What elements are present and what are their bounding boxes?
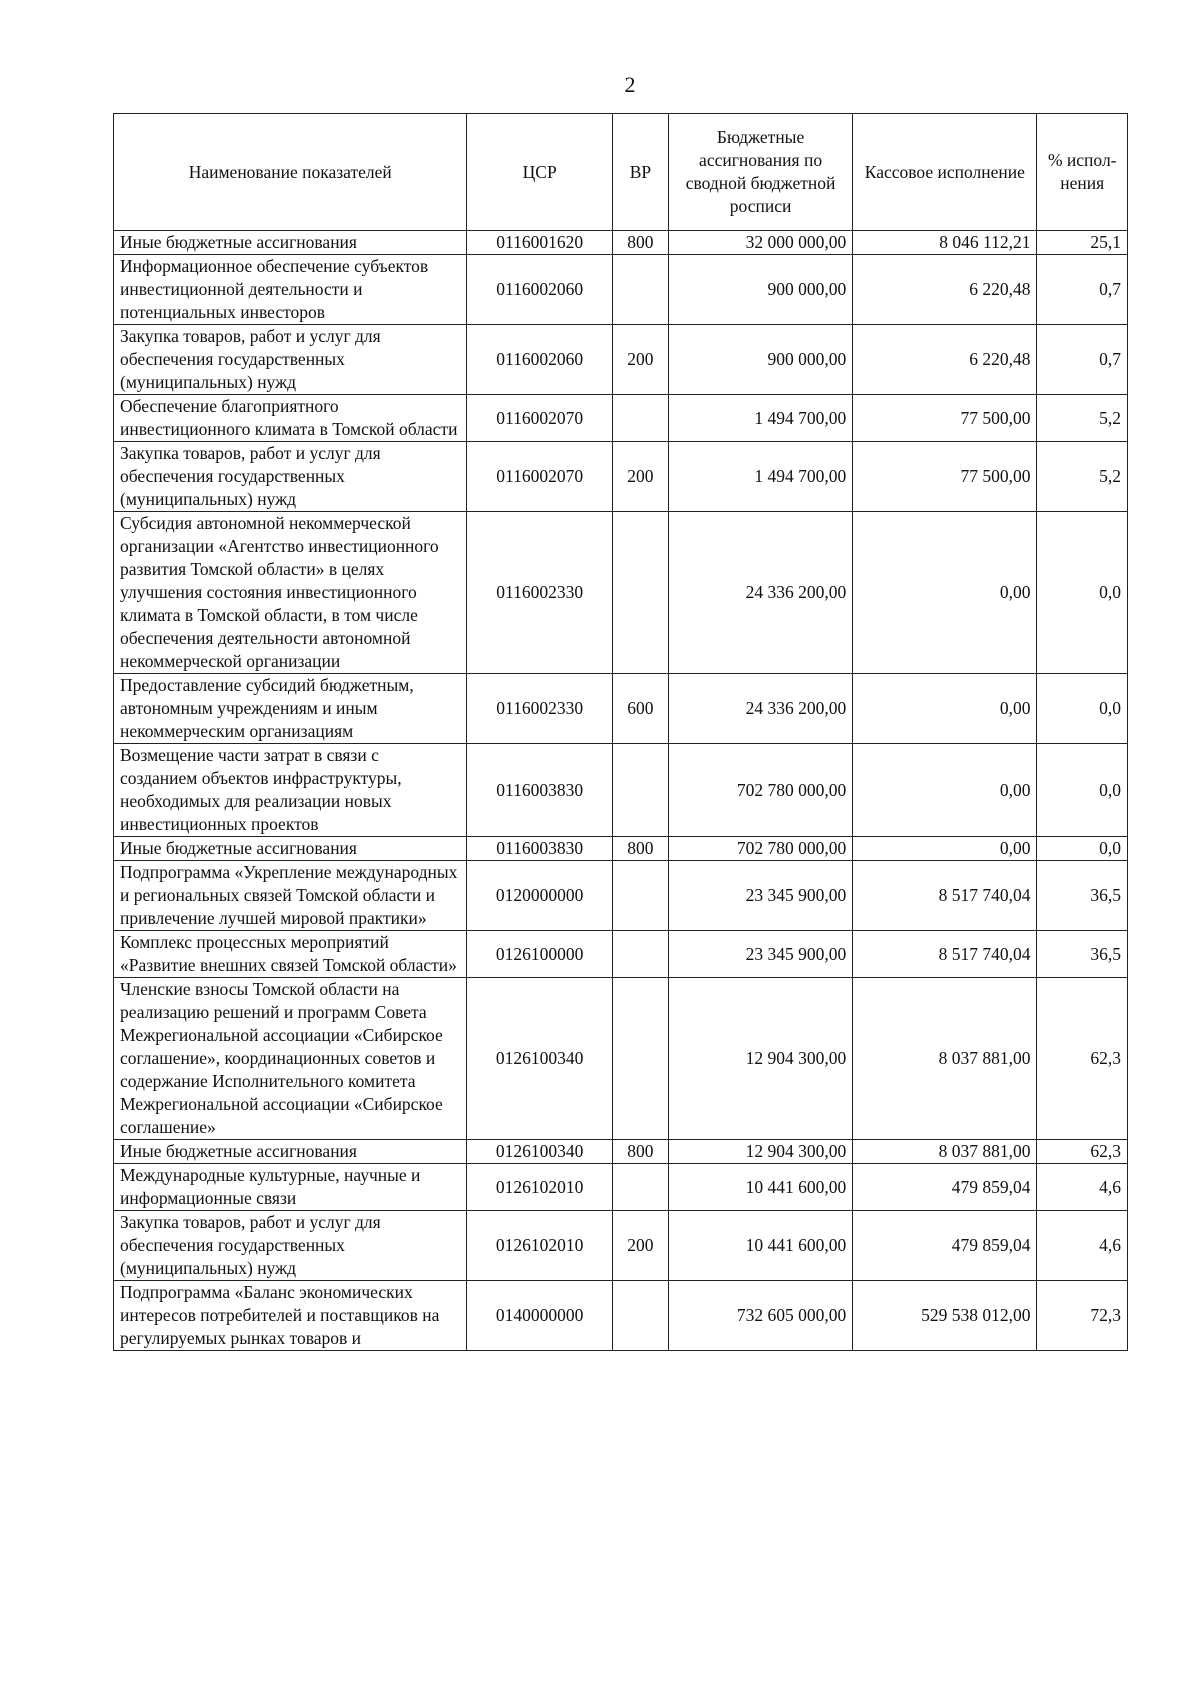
table-header-row	[114, 114, 1128, 231]
row-percent: 0,0	[1037, 512, 1128, 674]
row-budget: 900 000,00	[668, 325, 852, 395]
row-csr: 0116002330	[467, 674, 612, 744]
row-budget: 900 000,00	[668, 255, 852, 325]
row-name: Информационное обеспечение субъектов инвестиционной деятельности и потенциальных инвесторов	[114, 255, 467, 325]
row-cash: 8 046 112,21	[853, 231, 1037, 255]
row-cash: 77 500,00	[853, 395, 1037, 442]
row-percent: 4,6	[1037, 1164, 1128, 1211]
row-name: Возмещение части затрат в связи с созданием объектов инфраструктуры, необходимых для реализации новых инвестиционных проектов	[114, 744, 467, 837]
row-name: Закупка товаров, работ и услуг для обеспечения государственных (муниципальных) нужд	[114, 325, 467, 395]
row-csr: 0116002060	[467, 255, 612, 325]
row-cash: 0,00	[853, 512, 1037, 674]
row-csr: 0116001620	[467, 231, 612, 255]
row-csr: 0126102010	[467, 1164, 612, 1211]
header-budget-allocations: Бюджетные ассигнования по сводной бюджетной росписи	[668, 114, 852, 231]
row-csr: 0116002060	[467, 325, 612, 395]
row-csr: 0116003830	[467, 837, 612, 861]
row-percent: 62,3	[1037, 1140, 1128, 1164]
table-row	[114, 1140, 1128, 1164]
table-row	[114, 861, 1128, 931]
row-name: Международные культурные, научные и информационные связи	[114, 1164, 467, 1211]
row-vr	[612, 931, 668, 978]
row-name: Закупка товаров, работ и услуг для обеспечения государственных (муниципальных) нужд	[114, 442, 467, 512]
row-budget: 24 336 200,00	[668, 674, 852, 744]
row-csr: 0140000000	[467, 1281, 612, 1351]
table-row	[114, 744, 1128, 837]
row-vr	[612, 978, 668, 1140]
row-name: Иные бюджетные ассигнования	[114, 1140, 467, 1164]
row-vr	[612, 744, 668, 837]
row-budget: 23 345 900,00	[668, 931, 852, 978]
row-vr: 600	[612, 674, 668, 744]
row-percent: 62,3	[1037, 978, 1128, 1140]
header-vr: ВР	[612, 114, 668, 231]
row-name: Подпрограмма «Укрепление международных и региональных связей Томской области и привлечение лучшей мировой практики»	[114, 861, 467, 931]
table-row	[114, 1211, 1128, 1281]
row-name: Членские взносы Томской области на реализацию решений и программ Совета Межрегиональной ассоциации «Сибирское соглашение», координационных советов и содержание Исполнительного комитета Межрегиональной ассоциации «Сибирское соглашение»	[114, 978, 467, 1140]
row-csr: 0116002070	[467, 395, 612, 442]
row-name: Подпрограмма «Баланс экономических интересов потребителей и поставщиков на регулируемых рынках товаров и	[114, 1281, 467, 1351]
row-name: Предоставление субсидий бюджетным, автономным учреждениям и иным некоммерческим организациям	[114, 674, 467, 744]
row-vr	[612, 255, 668, 325]
row-name: Иные бюджетные ассигнования	[114, 837, 467, 861]
table-row	[114, 931, 1128, 978]
row-vr: 200	[612, 1211, 668, 1281]
row-percent: 0,0	[1037, 674, 1128, 744]
page-number: 2	[624, 72, 636, 97]
row-csr: 0126100340	[467, 1140, 612, 1164]
row-name: Комплекс процессных мероприятий «Развитие внешних связей Томской области»	[114, 931, 467, 978]
header-cash-execution: Кассовое исполнение	[853, 114, 1037, 231]
row-cash: 6 220,48	[853, 255, 1037, 325]
row-cash: 77 500,00	[853, 442, 1037, 512]
row-cash: 0,00	[853, 674, 1037, 744]
row-percent: 36,5	[1037, 861, 1128, 931]
row-budget: 24 336 200,00	[668, 512, 852, 674]
row-budget: 32 000 000,00	[668, 231, 852, 255]
row-csr: 0116003830	[467, 744, 612, 837]
row-csr: 0116002330	[467, 512, 612, 674]
table-row	[114, 1164, 1128, 1211]
table-row	[114, 442, 1128, 512]
row-budget: 732 605 000,00	[668, 1281, 852, 1351]
row-percent: 0,0	[1037, 744, 1128, 837]
row-budget: 10 441 600,00	[668, 1164, 852, 1211]
row-vr	[612, 512, 668, 674]
row-percent: 0,7	[1037, 255, 1128, 325]
table-row	[114, 325, 1128, 395]
row-csr: 0120000000	[467, 861, 612, 931]
table-row	[114, 1281, 1128, 1351]
row-cash: 0,00	[853, 744, 1037, 837]
row-cash: 8 037 881,00	[853, 978, 1037, 1140]
row-percent: 5,2	[1037, 442, 1128, 512]
row-csr: 0126102010	[467, 1211, 612, 1281]
row-percent: 25,1	[1037, 231, 1128, 255]
budget-execution-table	[113, 113, 1128, 1351]
row-name: Обеспечение благоприятного инвестиционного климата в Томской области	[114, 395, 467, 442]
row-budget: 12 904 300,00	[668, 1140, 852, 1164]
row-budget: 1 494 700,00	[668, 442, 852, 512]
row-budget: 12 904 300,00	[668, 978, 852, 1140]
row-percent: 72,3	[1037, 1281, 1128, 1351]
row-vr: 200	[612, 442, 668, 512]
row-cash: 8 517 740,04	[853, 931, 1037, 978]
row-vr	[612, 1164, 668, 1211]
table-row	[114, 837, 1128, 861]
row-percent: 0,7	[1037, 325, 1128, 395]
row-name: Субсидия автономной некоммерческой организации «Агентство инвестиционного развития Томской области» в целях улучшения состояния инвестиционного климата в Томской области, в том числе обеспечения деятельности автономной некоммерческой организации	[114, 512, 467, 674]
row-budget: 23 345 900,00	[668, 861, 852, 931]
row-cash: 8 037 881,00	[853, 1140, 1037, 1164]
row-vr: 200	[612, 325, 668, 395]
row-name: Закупка товаров, работ и услуг для обеспечения государственных (муниципальных) нужд	[114, 1211, 467, 1281]
table-row	[114, 231, 1128, 255]
row-budget: 702 780 000,00	[668, 837, 852, 861]
row-cash: 479 859,04	[853, 1164, 1037, 1211]
row-vr	[612, 861, 668, 931]
header-execution-percent: % испол-нения	[1037, 114, 1128, 231]
table-row	[114, 978, 1128, 1140]
row-vr: 800	[612, 837, 668, 861]
row-csr: 0126100340	[467, 978, 612, 1140]
row-budget: 702 780 000,00	[668, 744, 852, 837]
row-percent: 4,6	[1037, 1211, 1128, 1281]
row-percent: 5,2	[1037, 395, 1128, 442]
row-vr	[612, 1281, 668, 1351]
table-row	[114, 395, 1128, 442]
table-row	[114, 255, 1128, 325]
header-csr: ЦСР	[467, 114, 612, 231]
table-row	[114, 674, 1128, 744]
row-vr: 800	[612, 231, 668, 255]
row-budget: 1 494 700,00	[668, 395, 852, 442]
row-cash: 479 859,04	[853, 1211, 1037, 1281]
row-percent: 0,0	[1037, 837, 1128, 861]
row-vr	[612, 395, 668, 442]
header-indicator-name: Наименование показателей	[114, 114, 467, 231]
row-cash: 0,00	[853, 837, 1037, 861]
row-cash: 529 538 012,00	[853, 1281, 1037, 1351]
row-cash: 6 220,48	[853, 325, 1037, 395]
row-name: Иные бюджетные ассигнования	[114, 231, 467, 255]
table-row	[114, 512, 1128, 674]
row-csr: 0126100000	[467, 931, 612, 978]
row-budget: 10 441 600,00	[668, 1211, 852, 1281]
row-vr: 800	[612, 1140, 668, 1164]
row-csr: 0116002070	[467, 442, 612, 512]
row-cash: 8 517 740,04	[853, 861, 1037, 931]
row-percent: 36,5	[1037, 931, 1128, 978]
